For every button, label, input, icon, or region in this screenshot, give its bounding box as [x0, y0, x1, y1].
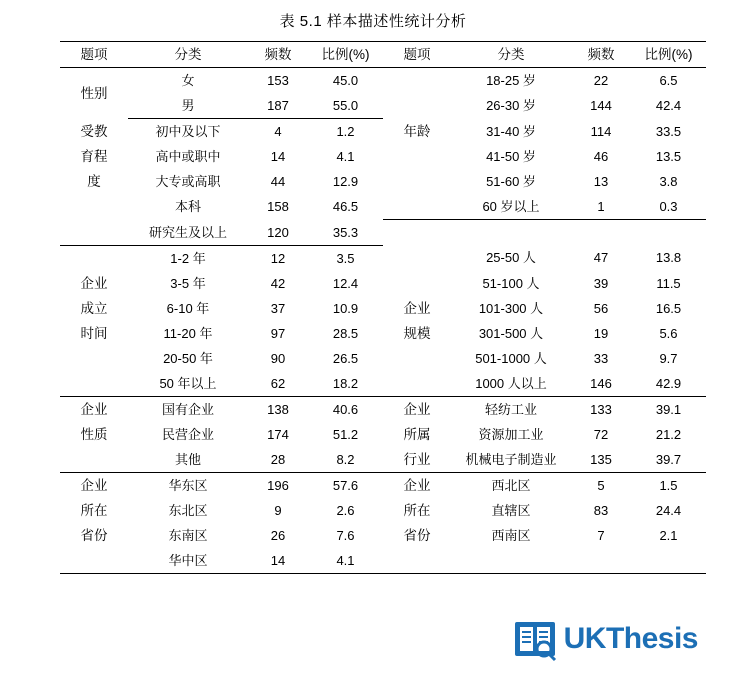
group-label-size: [383, 271, 451, 296]
group-label-founded: 时间: [80, 325, 108, 341]
cell-category: 6-10 年: [166, 300, 210, 316]
cell-count: 5: [597, 477, 605, 493]
group-label-industry: 行业: [383, 447, 451, 473]
cell-count: 33: [593, 350, 609, 366]
table-row: [60, 194, 706, 220]
cell-empty: [383, 548, 451, 574]
cell-category: 轻纺工业: [484, 401, 537, 417]
cell-count: 39: [593, 275, 609, 291]
col-header-left-category: 分类: [128, 42, 248, 68]
group-label-province-left: 所在: [80, 502, 108, 518]
cell-count: 158: [267, 199, 289, 215]
col-header-left-percent: 比例(%): [308, 42, 383, 68]
cell-category: 25-50 人: [486, 250, 536, 266]
cell-count: 153: [267, 73, 289, 88]
cell-percent: 8.2: [308, 447, 383, 473]
cell-category: 研究生及以上: [128, 220, 248, 246]
group-label-spacer: [60, 447, 128, 473]
cell-percent: 39.1: [655, 401, 682, 417]
cell-percent: 12.9: [332, 174, 359, 189]
cell-category: 华东区: [168, 477, 208, 493]
cell-empty: [383, 220, 451, 246]
cell-percent: 5.6: [659, 325, 678, 341]
cell-category: 60 岁以上: [451, 194, 571, 220]
group-label-province-right: 所在: [403, 502, 431, 518]
cell-count: 47: [593, 250, 609, 266]
group-label-spacer: [383, 194, 451, 220]
group-label-industry: 所属: [403, 426, 431, 442]
cell-category: 男: [128, 93, 248, 119]
cell-percent: 45.0: [332, 73, 359, 88]
group-label-education: 育程: [80, 149, 108, 164]
ukthesis-logo: [512, 616, 698, 662]
cell-count: 14: [248, 548, 308, 574]
table-row: [60, 321, 706, 346]
cell-percent: 3.8: [659, 174, 678, 189]
table-row: [60, 245, 706, 271]
cell-category: 资源加工业: [478, 426, 544, 442]
cell-percent: 4.1: [336, 149, 355, 164]
group-label-gender: 性别: [80, 85, 108, 101]
cell-category: 初中及以下: [155, 124, 221, 139]
cell-category: 301-500 人: [478, 325, 544, 341]
cell-count: 42: [270, 275, 286, 291]
cell-count: 196: [267, 477, 289, 493]
cell-category: 女: [181, 73, 195, 88]
cell-percent: 13.5: [655, 149, 682, 164]
cell-count: 97: [270, 325, 286, 341]
cell-percent: 3.5: [336, 250, 355, 266]
group-label-education: 受教: [80, 123, 108, 139]
cell-count: 28: [248, 447, 308, 473]
cell-category: 直辖区: [491, 502, 531, 518]
group-label-founded: 成立: [80, 300, 108, 316]
cell-count: 4: [274, 124, 282, 139]
table-row: [60, 498, 706, 523]
cell-category: 50 年以上: [128, 371, 248, 397]
table-row: [60, 296, 706, 321]
group-label-province-right: 省份: [403, 527, 431, 543]
cell-category: 101-300 人: [478, 300, 544, 316]
group-label-founded: 企业: [80, 275, 108, 291]
cell-category: 11-20 年: [163, 325, 213, 341]
cell-percent: 42.9: [631, 371, 706, 397]
cell-count: 83: [593, 502, 609, 518]
cell-percent: 10.9: [332, 300, 359, 316]
cell-percent: 46.5: [332, 199, 359, 215]
cell-count: 1: [571, 194, 631, 220]
cell-count: 46: [593, 149, 609, 164]
table-row: [60, 220, 706, 246]
cell-percent: 26.5: [332, 350, 359, 366]
cell-percent: 55.0: [308, 93, 383, 119]
cell-count: 114: [590, 123, 612, 139]
book-icon: [512, 616, 558, 662]
cell-percent: 11.5: [656, 275, 681, 291]
cell-category: 1-2 年: [170, 250, 206, 266]
table-row: [60, 68, 706, 94]
cell-count: 9: [274, 502, 282, 518]
cell-count: 120: [248, 220, 308, 246]
cell-category: 31-40 岁: [486, 123, 536, 139]
table-row: [60, 523, 706, 548]
group-label-size: [383, 245, 451, 271]
cell-empty: [571, 548, 631, 574]
cell-category: 其他: [128, 447, 248, 473]
col-header-right-category: 分类: [451, 42, 571, 68]
cell-count: 22: [593, 73, 609, 88]
table-row: [60, 472, 706, 498]
group-label-education: 度: [87, 174, 101, 189]
group-label-nature: 企业: [80, 401, 108, 417]
cell-category: 51-60 岁: [486, 174, 536, 189]
cell-percent: 28.5: [332, 325, 359, 341]
logo-text: UKThesis: [563, 622, 698, 655]
group-label-spacer: [383, 371, 451, 397]
group-label-industry: 企业: [403, 401, 431, 417]
table-row: [60, 346, 706, 371]
cell-category: 51-100 人: [482, 275, 540, 291]
cell-count: 174: [267, 426, 289, 442]
cell-count: 146: [571, 371, 631, 397]
cell-category: 1000 人以上: [451, 371, 571, 397]
cell-empty: [631, 548, 706, 574]
cell-percent: 2.1: [659, 527, 678, 543]
group-label-spacer: [60, 220, 128, 246]
group-label-spacer: [60, 346, 128, 371]
cell-category: 华中区: [128, 548, 248, 574]
cell-count: 37: [270, 300, 286, 316]
cell-percent: 0.3: [631, 194, 706, 220]
cell-percent: 40.6: [332, 401, 359, 417]
cell-percent: 18.2: [308, 371, 383, 397]
cell-percent: 16.5: [655, 300, 682, 316]
cell-category: 国有企业: [161, 401, 214, 417]
cell-percent: 35.3: [308, 220, 383, 246]
table-row: [60, 371, 706, 397]
cell-category: 西北区: [491, 477, 531, 493]
cell-empty: [571, 220, 631, 246]
cell-count: 62: [248, 371, 308, 397]
col-header-right-item: 题项: [383, 42, 451, 68]
cell-percent: 33.5: [655, 123, 682, 139]
statistics-table: [60, 41, 706, 574]
cell-percent: 51.2: [332, 426, 359, 442]
table-row: [60, 396, 706, 422]
group-label-age: 年龄: [403, 123, 431, 139]
cell-category: 本科: [174, 199, 201, 215]
cell-percent: 57.6: [332, 477, 359, 493]
cell-category: 3-5 年: [170, 275, 206, 291]
cell-count: 135: [571, 447, 631, 473]
col-header-right-count: 频数: [571, 42, 631, 68]
table-row: [60, 447, 706, 473]
cell-percent: 21.2: [655, 426, 682, 442]
cell-count: 56: [593, 300, 609, 316]
cell-percent: 42.4: [655, 98, 682, 114]
group-label-province-left: 省份: [80, 527, 108, 543]
cell-category: 41-50 岁: [486, 149, 536, 164]
cell-percent: 13.8: [655, 250, 682, 266]
cell-count: 144: [590, 98, 612, 114]
group-label-spacer: [60, 371, 128, 397]
cell-percent: 24.4: [655, 502, 682, 518]
cell-percent: 1.2: [336, 124, 355, 139]
cell-percent: 12.4: [332, 275, 359, 291]
group-label-founded: [60, 245, 128, 271]
cell-count: 72: [593, 426, 609, 442]
table-header-row: [60, 42, 706, 68]
cell-empty: [631, 220, 706, 246]
cell-category: 机械电子制造业: [451, 447, 571, 473]
cell-empty: [451, 548, 571, 574]
cell-count: 133: [590, 401, 612, 417]
group-label-spacer: [60, 194, 128, 220]
cell-count: 138: [267, 401, 289, 417]
cell-category: 高中或职中: [155, 149, 221, 164]
group-label-nature: 性质: [80, 426, 108, 442]
cell-percent: 9.7: [659, 350, 678, 366]
cell-percent: 6.5: [659, 73, 678, 88]
group-label-size: 规模: [403, 325, 431, 341]
cell-percent: 39.7: [631, 447, 706, 473]
cell-percent: 1.5: [659, 477, 678, 493]
table-body: [60, 68, 706, 574]
table-caption: 表 5.1 样本描述性统计分析: [279, 13, 467, 30]
cell-category: 东南区: [168, 527, 208, 543]
cell-count: 12: [270, 250, 286, 266]
group-label-province-right: 企业: [403, 477, 431, 493]
col-header-right-percent: 比例(%): [631, 42, 706, 68]
cell-count: 13: [593, 174, 609, 189]
group-label-spacer: [60, 548, 128, 574]
cell-count: 7: [597, 527, 605, 543]
cell-count: 19: [593, 325, 609, 341]
group-label-size: 企业: [403, 300, 431, 316]
cell-count: 14: [270, 149, 286, 164]
group-label-spacer: [383, 346, 451, 371]
cell-category: 501-1000 人: [475, 350, 547, 366]
col-header-left-item: 题项: [60, 42, 128, 68]
cell-percent: 7.6: [336, 527, 355, 543]
table-row: [60, 271, 706, 296]
cell-category: 20-50 年: [163, 350, 213, 366]
table-row: [60, 548, 706, 574]
group-label-province-left: 企业: [80, 477, 108, 493]
cell-category: 26-30 岁: [486, 98, 536, 114]
cell-count: 90: [270, 350, 286, 366]
cell-category: 18-25 岁: [486, 73, 536, 88]
cell-category: 大专或高职: [155, 174, 221, 189]
col-header-left-count: 频数: [248, 42, 308, 68]
cell-category: 西南区: [491, 527, 531, 543]
cell-count: 44: [270, 174, 286, 189]
cell-count: 187: [248, 93, 308, 119]
table-row: [60, 422, 706, 447]
cell-category: 东北区: [168, 502, 208, 518]
table-head: [60, 42, 706, 68]
cell-empty: [451, 220, 571, 246]
cell-count: 26: [270, 527, 286, 543]
cell-category: 民营企业: [161, 426, 214, 442]
cell-percent: 2.6: [336, 502, 355, 518]
cell-percent: 4.1: [308, 548, 383, 574]
